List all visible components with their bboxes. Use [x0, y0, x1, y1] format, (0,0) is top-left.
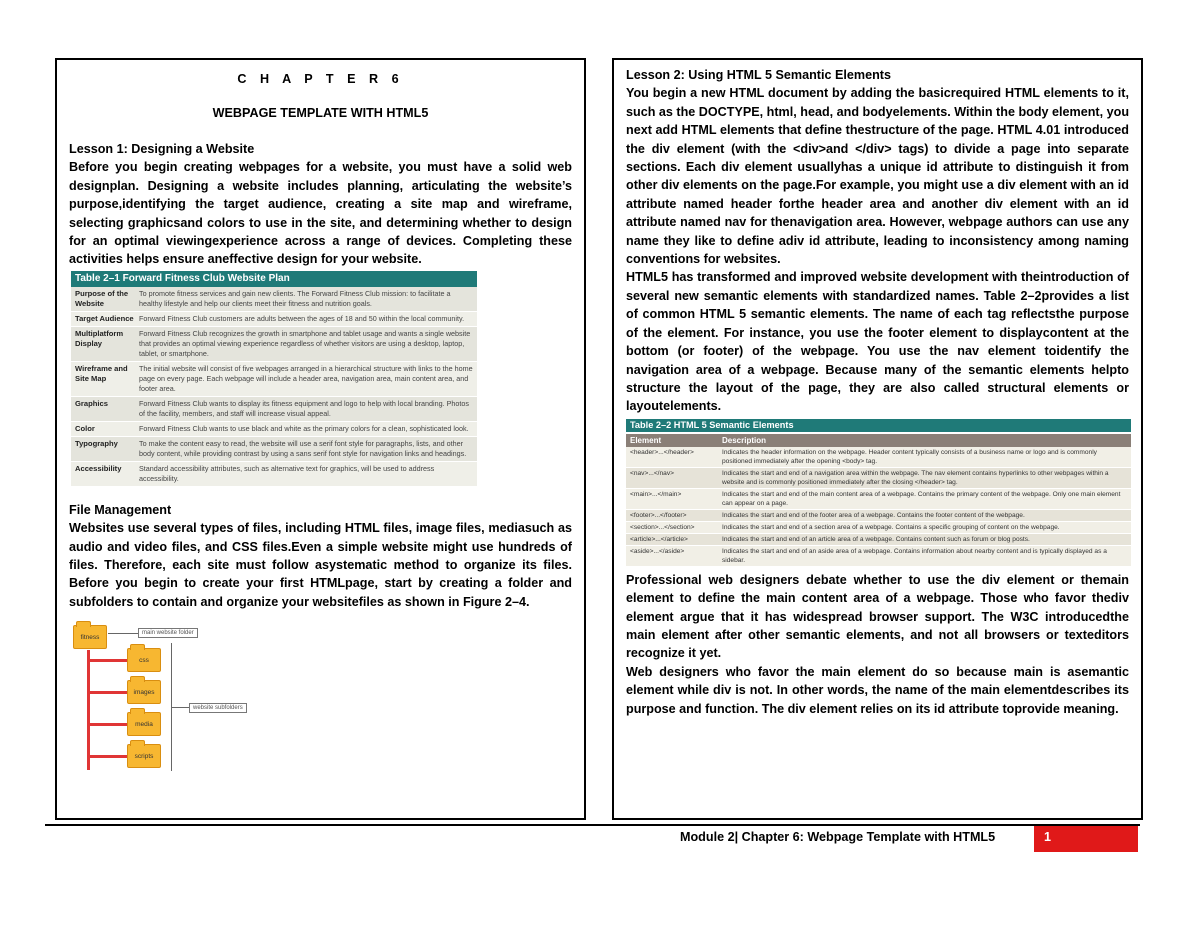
table-row	[71, 362, 477, 397]
right-column	[612, 58, 1143, 820]
table-2-2-header	[626, 434, 1131, 447]
lesson2-paragraph-1: You begin a new HTML document by adding the basicrequired HTML elements to it, such as the DOCTYPE, html, head, and bodyelements. Within the body element, you next add HTML elements that define thestructure of the page. HTML 4.01 introduced the div element (with the <div>and </div> tags) to divide a page into separate sections. Each div element usuallyhas a unique id attribute to distinguish it from other div elements on the page.For example, you might use a div element with an id attribute named header forthe header area and another div element with an id attribute named nav for thenavigation area. However, webpage authors can use any name they like to define adiv id attribute, leading to inconsistency among naming conventions for websites.	[626, 86, 1130, 267]
bracket-connector	[171, 707, 189, 708]
table-row	[626, 534, 1131, 546]
row-description: Indicates the header information on the webpage. Header content typically consists of a business name or logo and is commonly positioned immediately after the opening <body> tag.	[722, 448, 1097, 465]
row-key: Multiplatform Display	[75, 328, 124, 348]
subfolder-label: images	[133, 689, 155, 697]
row-element: <article>...</article>	[630, 535, 688, 543]
table-row	[71, 327, 477, 362]
tree-branch-line	[87, 659, 127, 662]
row-key: Accessibility	[75, 463, 122, 473]
root-folder-note: main website folder	[138, 628, 198, 638]
table-row	[626, 468, 1131, 489]
table-row	[71, 287, 477, 312]
file-management-body: Websites use several types of files, including HTML files, image files, mediasuch as audio and video files, and CSS files.Even a simple website might use hundreds of files. Therefore, each site must follow asystematic method to organize its files. Before you begin to create your first HTMLpage, start by creating a folder and subfolders to contain and organize your websitefiles as shown in Figure 2–4.	[69, 521, 572, 609]
table-row	[626, 546, 1131, 567]
connector-line	[108, 633, 138, 634]
lesson1-body: Before you begin creating webpages for a website, you must have a solid web designplan. Designing a website includes planning, articulating the website’s purpose,identifying the target audience, creating a site map and wireframe, selecting graphicsand colors to use in the site, and determining whether to design for an optimal viewingexperience across a range of devices. Completing these activities helps ensure aneffective design for your website.	[69, 160, 572, 267]
row-description: Indicates the start and end of an aside area of a webpage. Contains information about nearby content and is typically displayed as a sidebar.	[722, 547, 1107, 564]
page-number-badge: 1	[1034, 826, 1138, 852]
row-key: Purpose of the Website	[75, 288, 129, 308]
row-key: Wireframe and Site Map	[75, 363, 128, 383]
row-element: <section>...</section>	[630, 523, 695, 531]
chapter-title: WEBPAGE TEMPLATE WITH HTML5	[212, 106, 429, 120]
table-2-2	[626, 419, 1131, 567]
tree-branch-line	[87, 691, 127, 694]
subfolder-icon	[127, 648, 161, 672]
table-row	[626, 522, 1131, 534]
subfolder-label: css	[139, 657, 149, 665]
row-element: <header>...</header>	[630, 448, 694, 456]
row-value: The initial website will consist of five webpages arranged in a hierarchical structure with links to the home page on every page. Each webpage will include a header area, navigation area, main content area, and footer area.	[139, 363, 473, 393]
row-key: Typography	[75, 438, 118, 448]
row-element: <main>...</main>	[630, 490, 682, 498]
lesson2-heading: Lesson 2: Using HTML 5 Semantic Elements	[626, 68, 892, 82]
table-row	[71, 312, 477, 327]
row-key: Graphics	[75, 398, 108, 408]
row-element: <footer>...</footer>	[630, 511, 687, 519]
row-element: <aside>...</aside>	[630, 547, 685, 555]
table-2-1-body	[71, 287, 477, 487]
table-row	[626, 510, 1131, 522]
chapter-label: C H A P T E R 6	[237, 72, 404, 86]
row-element: <nav>...</nav>	[630, 469, 674, 477]
root-folder-label: fitness	[80, 634, 100, 642]
row-key: Target Audience	[75, 313, 134, 323]
subfolder-icon	[127, 680, 161, 704]
root-folder-icon	[73, 625, 107, 649]
subfolder-label: media	[135, 721, 153, 729]
row-description: Indicates the start and end of an article area of a webpage. Contains content such as forum or blog posts.	[722, 535, 1030, 543]
table-2-2-caption: Table 2–2 HTML 5 Semantic Elements	[626, 419, 1131, 432]
folder-structure-figure	[71, 619, 271, 784]
row-value: Forward Fitness Club wants to use black and white as the primary colors for a clean, sophisticated look.	[139, 423, 469, 433]
table-2-1	[71, 271, 477, 487]
row-value: To make the content easy to read, the website will use a serif font style for paragraphs, lists, and other body content, while providing contrast by using a sans serif font style for navigation links and headings.	[139, 438, 467, 458]
table-2-2-body	[626, 447, 1131, 567]
tree-branch-line	[87, 755, 127, 758]
lesson1-heading: Lesson 1: Designing a Website	[69, 142, 255, 156]
table-row	[626, 447, 1131, 468]
column-header-description: Description	[722, 435, 767, 445]
table-row	[71, 397, 477, 422]
row-description: Indicates the start and end of a section area of a webpage. Contains a specific grouping of content on the webpage.	[722, 523, 1060, 531]
row-description: Indicates the start and end of the main content area of a webpage. Contains the primary content of the webpage. Only one main element can appear on a page.	[722, 490, 1121, 507]
row-value: To promote fitness services and gain new clients. The Forward Fitness Club mission: to facilitate a healthy lifestyle and help our clients meet their fitness and nutrition goals.	[139, 288, 451, 308]
footer-text: Module 2| Chapter 6: Webpage Template with HTML5	[680, 830, 996, 844]
lesson2-paragraph-2: HTML5 has transformed and improved website development with theintroduction of several new semantic elements with standardized names. Table 2–2provides a list of common HTML 5 semantic elements. The name of each tag reflectsthe purpose of the element. For instance, you use the footer element to displaycontent at the bottom (or footer) of the webpage. You use the nav element toidentify the navigation area of a webpage. Because many of the semantic elements helpto structure the layout of the page, they are also called structural elements or layoutelements.	[626, 270, 1129, 414]
table-row	[626, 489, 1131, 510]
subfolder-icon	[127, 712, 161, 736]
table-row	[71, 422, 477, 437]
row-description: Indicates the start and end of a navigation area within the webpage. The nav element contains hyperlinks to other webpages within a website and is commonly positioned immediately after the closing </header> tag.	[722, 469, 1109, 486]
subfolder-label: scripts	[134, 753, 154, 761]
row-value: Forward Fitness Club customers are adults between the ages of 18 and 50 within the local community.	[139, 313, 465, 323]
lesson2-paragraph-4: Web designers who favor the main element do so because main is asemantic element while div is not. In other words, the name of the main elementdescribes its purpose and function. The div element relies on its id attribute toprovide meaning.	[626, 664, 1129, 716]
row-description: Indicates the start and end of the footer area of a webpage. Contains the footer content of the webpage.	[722, 511, 1025, 519]
tree-branch-line	[87, 723, 127, 726]
row-key: Color	[75, 423, 95, 433]
column-header-element: Element	[630, 435, 662, 445]
table-row	[71, 462, 477, 487]
row-value: Forward Fitness Club wants to display its fitness equipment and logo to help with local branding. Photos of the facility, members, and staff will increase visual appeal.	[139, 398, 470, 418]
table-row	[71, 437, 477, 462]
lesson2-paragraph-3: Professional web designers debate whether to use the div element or themain element to define the main content area of a webpage. Those who favor thediv element argue that it has widespread browser support. The W3C introducedthe main element after other semantic elements, and not all browsers or texteditors recognize it yet.	[626, 572, 1129, 661]
row-value: Forward Fitness Club recognizes the growth in smartphone and tablet usage and wants a single website that provides an optimal viewing experience regardless of whether visitors are using a desktop, laptop, tablet, or smartphone.	[139, 328, 471, 358]
left-column	[55, 58, 586, 820]
file-management-heading: File Management	[69, 502, 172, 517]
row-value: Standard accessibility attributes, such as alternative text for graphics, will be used to address accessibility.	[139, 463, 435, 483]
tree-trunk-line	[87, 650, 90, 770]
subfolder-icon	[127, 744, 161, 768]
table-2-1-caption: Table 2–1 Forward Fitness Club Website Plan	[71, 271, 477, 287]
footer-rule	[45, 824, 1140, 826]
subfolder-note: website subfolders	[189, 703, 247, 713]
